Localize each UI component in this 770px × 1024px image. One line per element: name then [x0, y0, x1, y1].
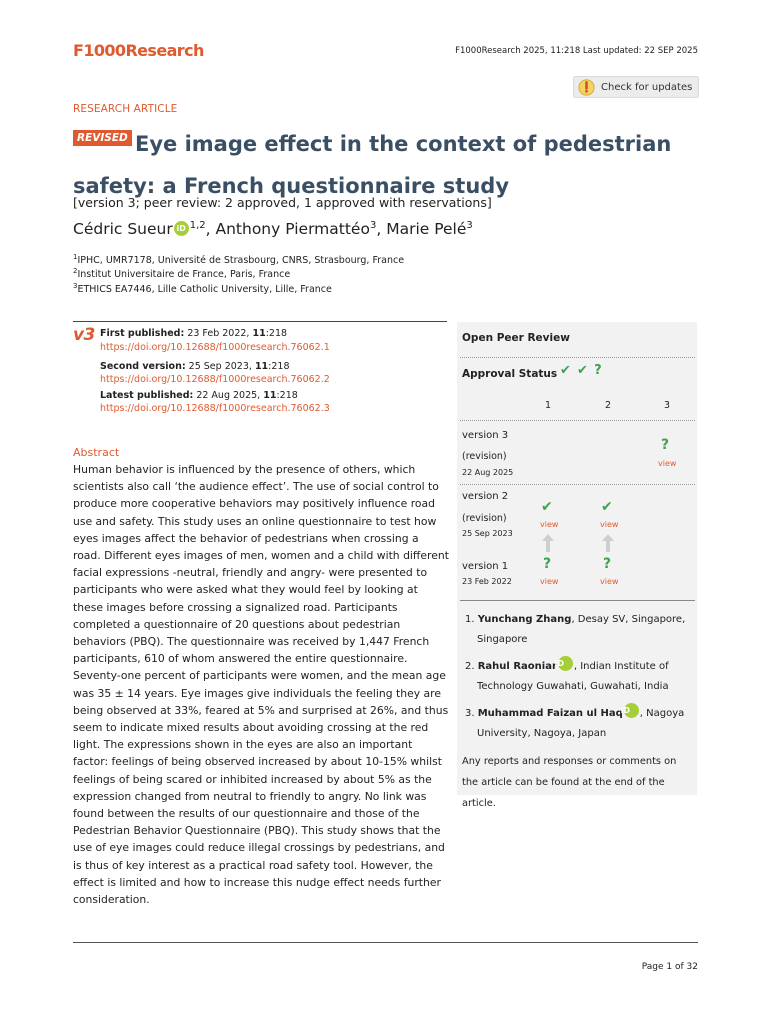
- view-report-link[interactable]: view: [540, 520, 559, 529]
- reservations-icon: ?: [543, 556, 552, 572]
- author-affil-ref: 3: [369, 220, 377, 231]
- panel-divider: [460, 357, 695, 358]
- version-date: 22 Aug 2025: [462, 468, 514, 477]
- version-label: version 1: [462, 561, 509, 572]
- orcid-icon[interactable]: iD: [624, 703, 639, 718]
- reviewer-column-header: 1: [545, 400, 552, 411]
- peer-review-note: Any reports and responses or comments on the article can be found at the end of the article.: [462, 756, 677, 809]
- orcid-icon[interactable]: iD: [174, 221, 189, 236]
- reviewer-column-header: 3: [664, 400, 671, 411]
- reservations-icon: ?: [594, 363, 603, 378]
- affiliation: $^3$ETHICS EA7446, Lille Catholic University, Lille, France: [73, 282, 332, 296]
- reviewer-column-header: 2: [605, 400, 612, 411]
- view-report-link[interactable]: view: [600, 577, 619, 586]
- version-label: version 2: [462, 491, 509, 502]
- author-name[interactable]: Cédric Sueur: [73, 220, 173, 239]
- history-item: Latest published: 22 Aug 2025, 11:218: [100, 390, 298, 401]
- doi-link[interactable]: https://doi.org/10.12688/f1000research.76062.2: [100, 374, 330, 385]
- panel-divider: [460, 484, 695, 485]
- affiliation: $^1$IPHC, UMR7178, Université de Strasbourg, CNRS, Strasbourg, France: [73, 253, 405, 267]
- version-label: version 3: [462, 430, 509, 441]
- revision-arrow-icon: [542, 534, 554, 552]
- version-line: [version 3; peer review: 2 approved, 1 approved with reservations]: [73, 195, 492, 210]
- view-report-link[interactable]: view: [540, 577, 559, 586]
- check-for-updates-button[interactable]: [573, 76, 699, 98]
- author-name[interactable]: Anthony Piermattéo: [215, 220, 370, 239]
- history-item: First published: 23 Feb 2022, 11:218: [100, 328, 288, 339]
- approved-icon: ✔: [601, 499, 613, 515]
- approved-icon: ✔: [541, 499, 553, 515]
- peer-review-title: Open Peer Review: [462, 332, 570, 344]
- version-date: 25 Sep 2023: [462, 529, 513, 538]
- check-updates-label: Check for updates: [601, 81, 693, 93]
- author-affil-ref: 3: [466, 220, 473, 231]
- panel-divider: [460, 600, 695, 601]
- page-number: Page 1 of 32: [641, 962, 698, 972]
- reservations-icon: ?: [603, 556, 612, 572]
- reviewer-name[interactable]: Muhammad Faizan ul Haq: [477, 708, 623, 719]
- orcid-icon[interactable]: iD: [558, 656, 573, 671]
- affiliation: $^2$Institut Universitaire de France, Paris, France: [73, 267, 291, 281]
- doi-link[interactable]: https://doi.org/10.12688/f1000research.76062.3: [100, 403, 330, 414]
- doi-link[interactable]: https://doi.org/10.12688/f1000research.76062.1: [100, 342, 330, 353]
- reviewer-item: 1. Yunchang Zhang, Desay SV, Singapore, Singapore: [465, 614, 686, 645]
- approved-icon: ✔: [560, 363, 572, 378]
- reviewer-name[interactable]: Rahul Raoniar: [477, 661, 557, 672]
- history-divider: [73, 321, 447, 322]
- footer-divider: [73, 942, 698, 943]
- reviewer-name[interactable]: Yunchang Zhang: [477, 614, 572, 625]
- approval-status-label: Approval Status: [462, 368, 558, 380]
- history-item: Second version: 25 Sep 2023, 11:218: [100, 361, 290, 372]
- revision-arrow-icon: [602, 534, 614, 552]
- reviewer-list: [465, 610, 693, 750]
- reservations-icon: ?: [661, 437, 670, 453]
- version-date: 23 Feb 2022: [462, 577, 512, 586]
- article-type: RESEARCH ARTICLE: [73, 103, 178, 115]
- author-name[interactable]: Marie Pelé: [386, 220, 467, 239]
- citation-line: F1000Research 2025, 11:218 Last updated: 22 SEP 2025: [455, 46, 698, 56]
- author-list: Cédric Sueur iD $^{1,2}$, Anthony Piermattéo$^3$, Marie Pelé$^3$: [73, 220, 473, 239]
- version-sub: (revision): [462, 513, 507, 524]
- view-report-link[interactable]: view: [658, 459, 677, 468]
- abstract-text: Human behavior is influenced by the presence of others, which scientists also call ‘the audience effect’. The use of social control to produce more cooperative behaviors may positively influence road use and safety. This study uses an online questionnaire to test how eyes images affect the behavior of pedestrians when crossing a road. Different eyes images of men, women and a child with different facial expressions -neutral, friendly and angry- were presented to participants who were asked what they would feel by looking at these images before crossing a signalized road. Participants completed a questionnaire of 20 questions about pedestrian behaviors (PBQ). The questionnaire was received by 1,447 French participants, 610 of whom answered the entire questionnaire. Seventy-one percent of participants were women, and the mean age was 35 ± 14 years. Eye images give individuals the feeling they are being observed at 33%, feared at 5% and surprised at 26%, and thus seem to indicate mixed results about avoiding crossing at the red light. The expressions shown in the eyes are also an important factor: feelings of being observed increased by about 10-15% whilst feelings of being scared or inhibited increased by about 5% as the expression changed from neutral to friendly to angry. No link was found between the results of our questionnaire and those of the Pedestrian Behavior Questionnaire (PBQ). This study shows that the use of eye images could reduce illegal crossings by pedestrians, and is thus of key interest as a practical road safety tool. However, the effect is limited and how to increase this nudge effect needs further consideration.: [73, 463, 449, 907]
- version-mark: v3: [73, 325, 95, 345]
- check-updates-icon: [578, 79, 595, 96]
- journal-logo: F1000Research: [73, 41, 204, 60]
- revised-badge: REVISED: [73, 130, 132, 146]
- reviewer-item: 2. Rahul RaoniariD , Indian Institute of Technology Guwahati, Guwahati, India: [465, 656, 693, 697]
- view-report-link[interactable]: view: [600, 520, 619, 529]
- approved-icon: ✔: [577, 363, 589, 378]
- version-sub: (revision): [462, 451, 507, 462]
- approval-status-icons: [560, 363, 603, 378]
- author-affil-ref: 1,2: [189, 220, 206, 231]
- article-title: Eye image effect in the context of pedestrian safety: a French questionnaire study: [73, 132, 672, 198]
- abstract-heading: Abstract: [73, 446, 120, 459]
- reviewer-item: 3. Muhammad Faizan ul HaqiD , Nagoya University, Nagoya, Japan: [465, 703, 693, 744]
- panel-divider: [460, 420, 695, 421]
